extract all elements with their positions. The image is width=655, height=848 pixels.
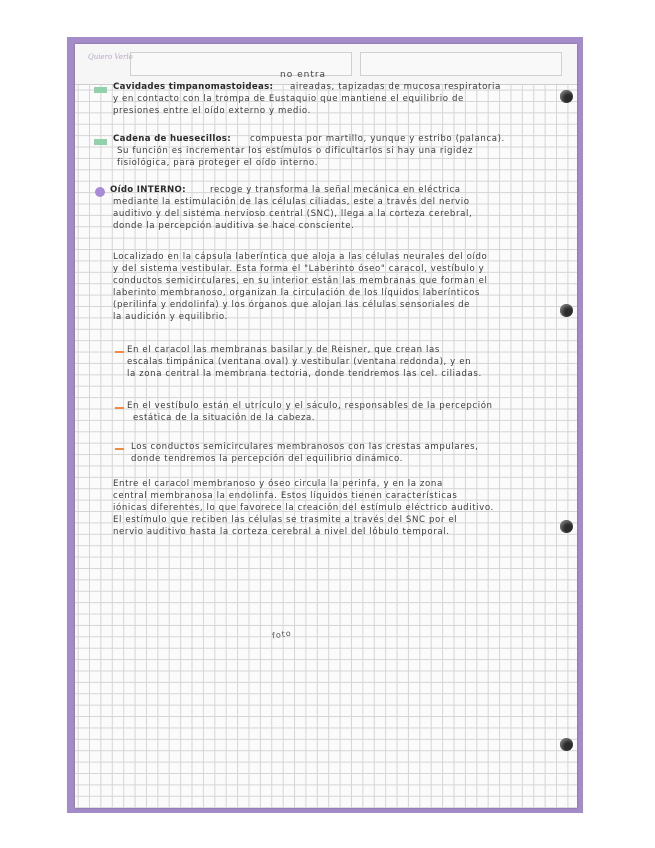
green-highlight-marker — [94, 139, 107, 145]
capsula-line: Localizado en la cápsula laberíntica que aloja a las células neurales del oído — [113, 252, 488, 262]
binder-hole-3 — [560, 520, 573, 533]
entre-line: iónicas diferentes, lo que favorece la creación del estímulo eléctrico auditivo. — [113, 503, 494, 513]
header-field-right — [360, 52, 562, 76]
entre-line: El estímulo que reciben las células se trasmite a través del SNC por el — [113, 515, 458, 525]
oido-interno-line: recoge y transforma la señal mecánica en eléctrica — [210, 185, 461, 195]
binder-hole-2 — [560, 304, 573, 317]
orange-dash-marker — [115, 351, 124, 353]
caracol-line: En el caracol las membranas basilar y de Reisner, que crean las — [127, 345, 440, 355]
cadena-line: fisiológica, para proteger el oído interno. — [117, 158, 318, 168]
purple-bullet — [95, 187, 105, 197]
oido-interno-line: mediante la estimulación de las células ciliadas, este a través del nervio — [113, 197, 470, 207]
vestibulo-line: estática de la situación de la cabeza. — [133, 413, 316, 423]
foto-annotation: foto — [271, 628, 293, 641]
cavidades-heading: Cavidades timpanomastoideas: — [113, 82, 274, 92]
conductos-line: Los conductos semicirculares membranosos con las crestas ampulares, — [131, 442, 479, 452]
logo-text: Quiero Verlo — [88, 53, 133, 61]
green-highlight-marker — [94, 87, 107, 93]
capsula-line: la audición y equilibrio. — [113, 312, 228, 322]
entre-line: nervio auditivo hasta la corteza cerebral a nivel del lóbulo temporal. — [113, 527, 450, 537]
orange-dash-marker — [115, 448, 124, 450]
capsula-line: laberinto membranoso, organizan la circulación de los líquidos laberínticos — [113, 288, 480, 298]
entre-line: central membranosa la endolinfa. Estos líquidos tienen características — [113, 491, 458, 501]
page-title: no entra — [280, 70, 327, 80]
cavidades-line: aireadas, tapizadas de mucosa respiratoria — [290, 82, 501, 92]
capsula-line: conductos semicirculares, en su interior están las membranas que forman el — [113, 276, 488, 286]
cadena-heading: Cadena de huesecillos: — [113, 134, 231, 144]
caracol-line: escalas timpánica (ventana oval) y vestibular (ventana redonda), y en — [127, 357, 472, 367]
page-header — [75, 44, 577, 85]
binder-hole-1 — [560, 90, 573, 103]
cavidades-line: y en contacto con la trompa de Eustaquio que mantiene el equilibrio de — [113, 94, 464, 104]
orange-dash-marker — [115, 407, 124, 409]
cadena-line: compuesta por martillo, yunque y estribo (palanca). — [250, 134, 505, 144]
vestibulo-line: En el vestíbulo están el utrículo y el sáculo, responsables de la percepción — [127, 401, 493, 411]
capsula-line: y del sistema vestibular. Esta forma el "Laberinto óseo" caracol, vestíbulo y — [113, 264, 485, 274]
binder-hole-4 — [560, 738, 573, 751]
cadena-line: Su función es incrementar los estímulos o dificultarlos si hay una rigidez — [117, 146, 474, 156]
oido-interno-line: donde la percepción auditiva se hace consciente. — [113, 221, 355, 231]
capsula-line: (perilinfa y endolinfa) y los órganos que alojan las células sensoriales de — [113, 300, 471, 310]
entre-line: Entre el caracol membranoso y óseo circula la perinfa, y en la zona — [113, 479, 443, 489]
oido-interno-line: auditivo y del sistema nervioso central (SNC), llega a la corteza cerebral, — [113, 209, 473, 219]
conductos-line: donde tendremos la percepción del equilibrio dinámico. — [131, 454, 404, 464]
oido-interno-heading: Oído INTERNO: — [110, 185, 186, 195]
caracol-line: la zona central la membrana tectoria, donde tendremos las cel. ciliadas. — [127, 369, 482, 379]
cavidades-line: presiones entre el oído externo y medio. — [113, 106, 311, 116]
